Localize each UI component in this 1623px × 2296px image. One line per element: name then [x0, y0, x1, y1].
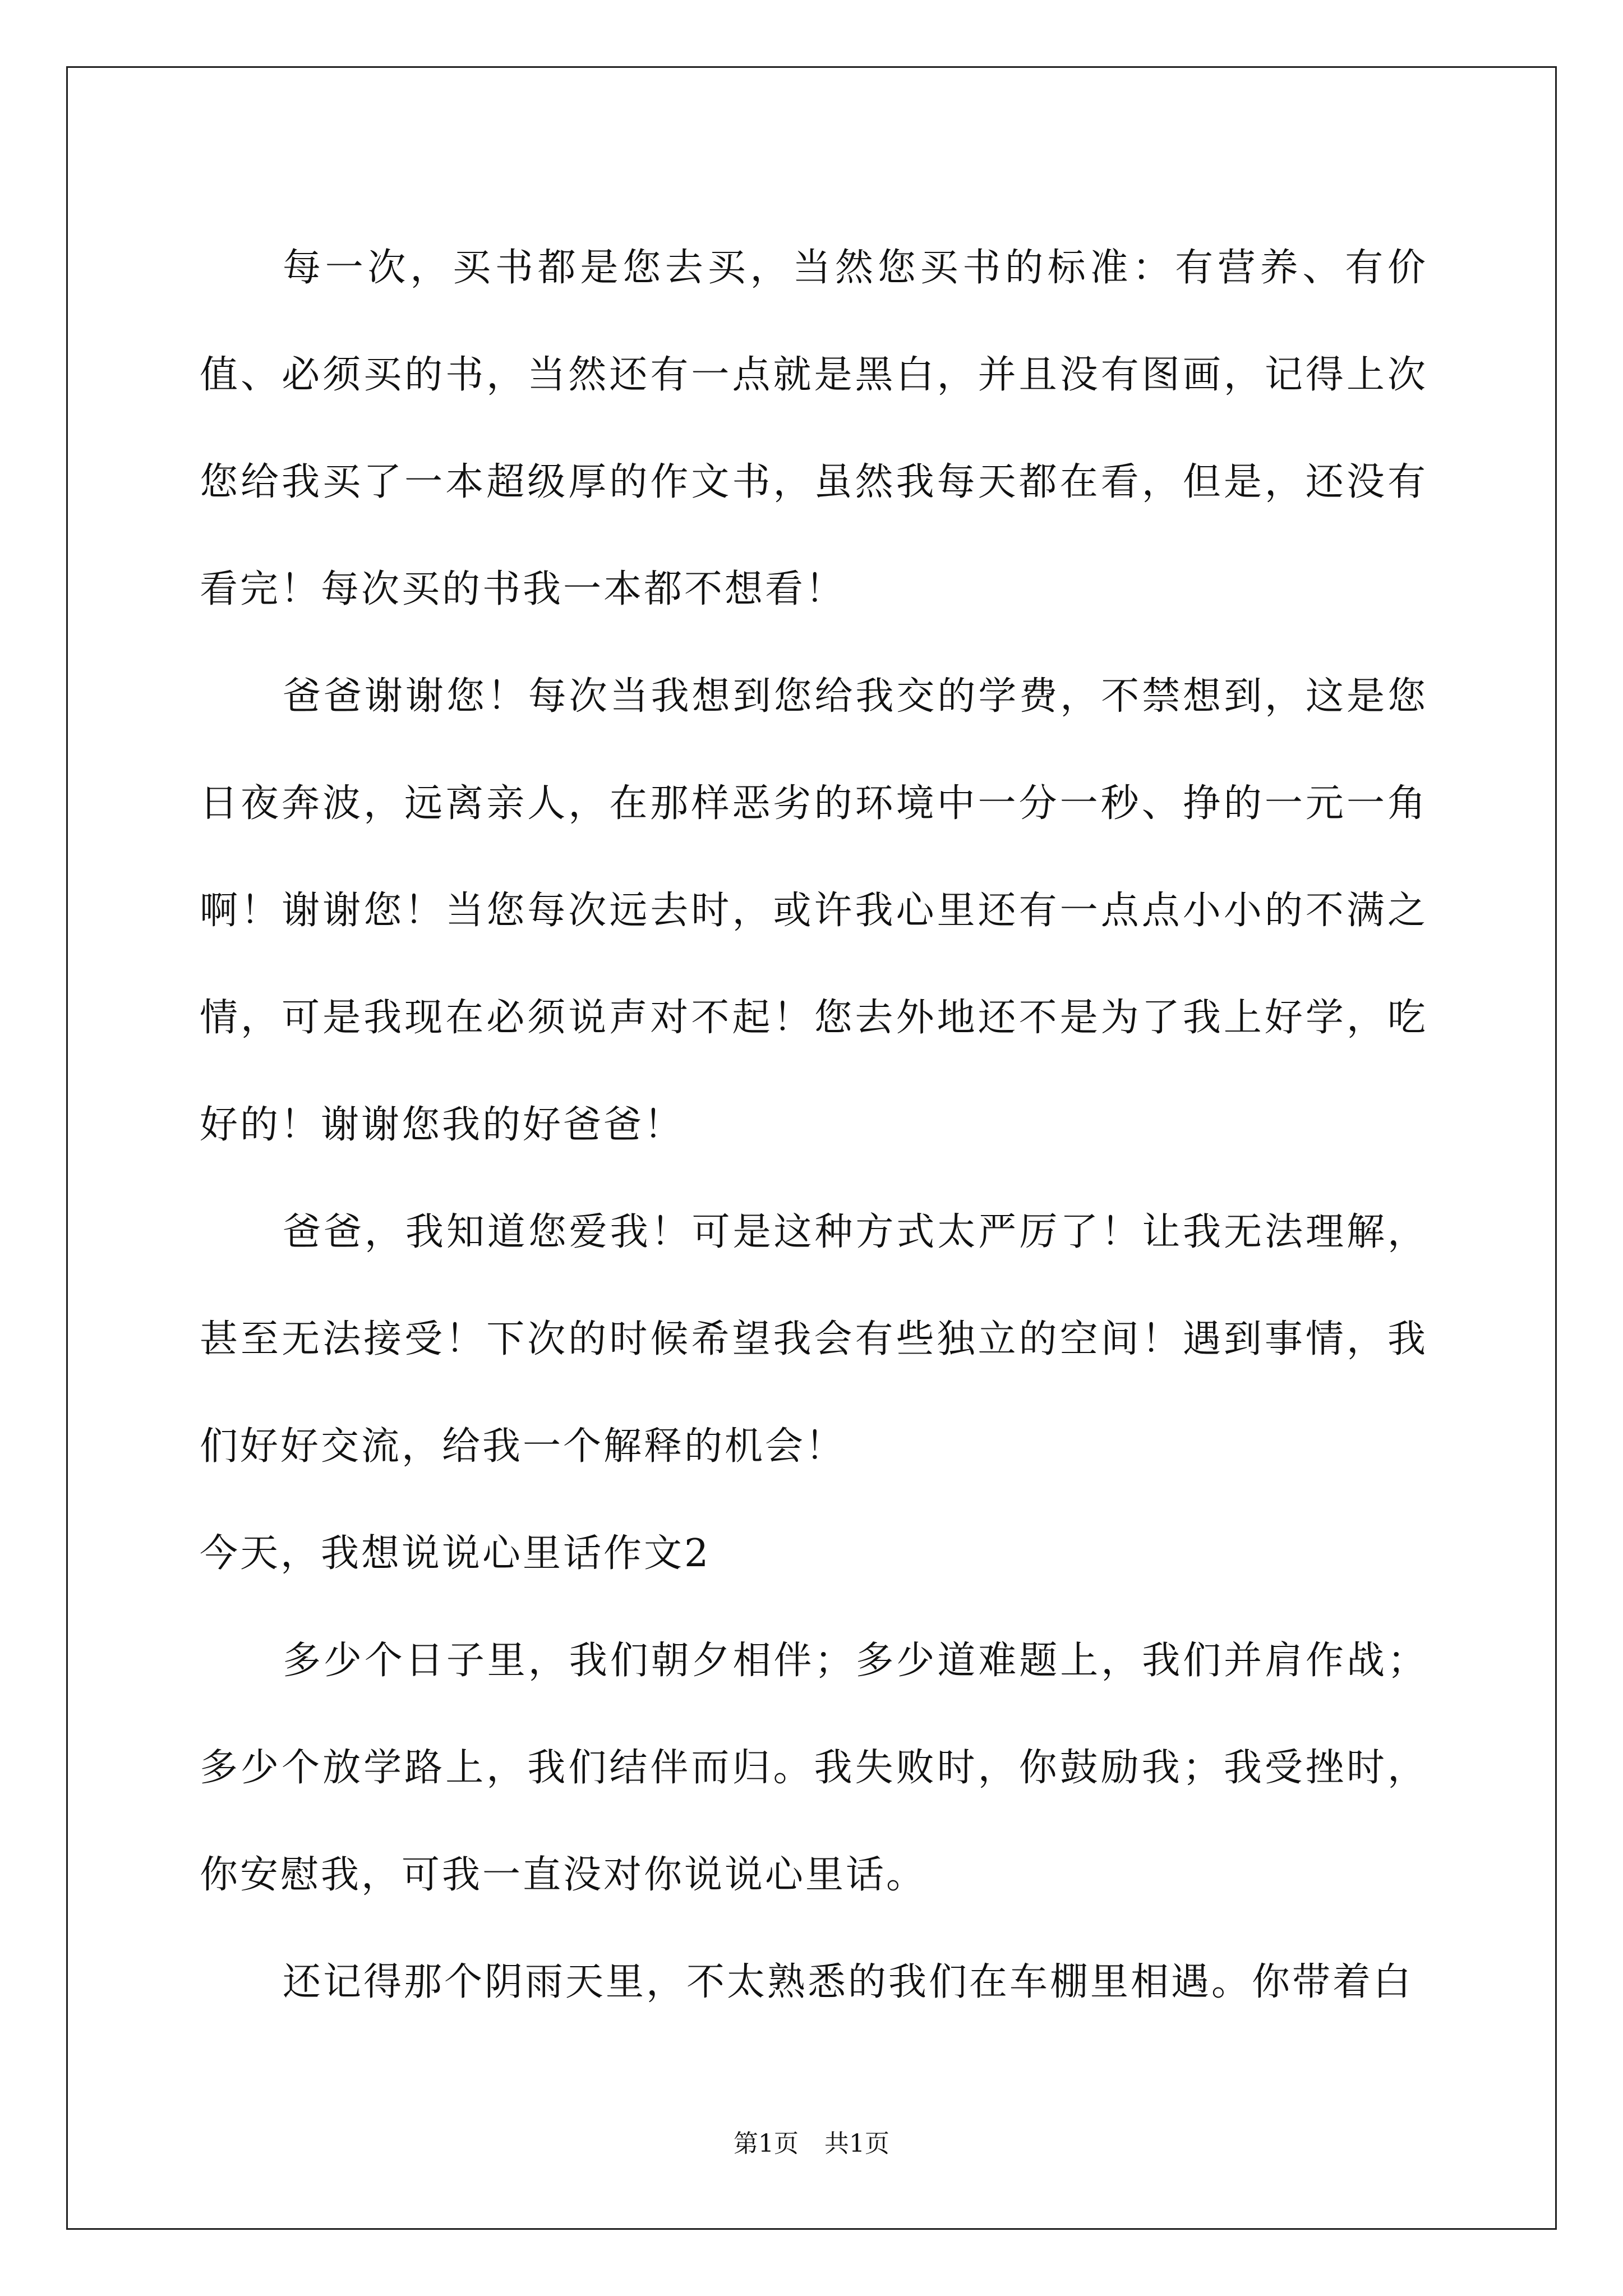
paragraph-1: 每一次，买书都是您去买，当然您买书的标准：有营养、有价值、必须买的书，当然还有一点就是黑白，并且没有图画，记得上次您给我买了一本超级厚的作文书，虽然我每天都在看，但是，还没有看完！每次买的书我一本都不想看！: [200, 246, 1428, 611]
document-body: [200, 214, 1428, 2036]
page-number-total: 共1页: [824, 2129, 889, 2158]
paragraph-3: 爸爸，我知道您爱我！可是这种方式太严厉了！让我无法理解，甚至无法接受！下次的时候希望我会有些独立的空间！遇到事情，我们好好交流，给我一个解释的机会！: [200, 1210, 1428, 1469]
essay-heading-2: 今天，我想说说心里话作文2: [200, 1531, 711, 1576]
paragraph-4: 多少个日子里，我们朝夕相伴；多少道难题上，我们并肩作战；多少个放学路上，我们结伴而归。我失败时，你鼓励我；我受挫时，你安慰我，可我一直没对你说说心里话。: [200, 1639, 1428, 1897]
page-footer: [0, 2127, 1623, 2161]
paragraph-5: 还记得那个阴雨天里，不太熟悉的我们在车棚里相遇。你带着白: [283, 1960, 1414, 2004]
paragraph-2: 爸爸谢谢您！每次当我想到您给我交的学费，不禁想到，这是您日夜奔波，远离亲人，在那样恶劣的环境中一分一秒、挣的一元一角啊！谢谢您！当您每次远去时，或许我心里还有一点点小小的不满之情，可是我现在必须说声对不起！您去外地还不是为了我上好学，吃好的！谢谢您我的好爸爸！: [200, 674, 1428, 1147]
page-number-current: 第1页: [734, 2129, 799, 2158]
